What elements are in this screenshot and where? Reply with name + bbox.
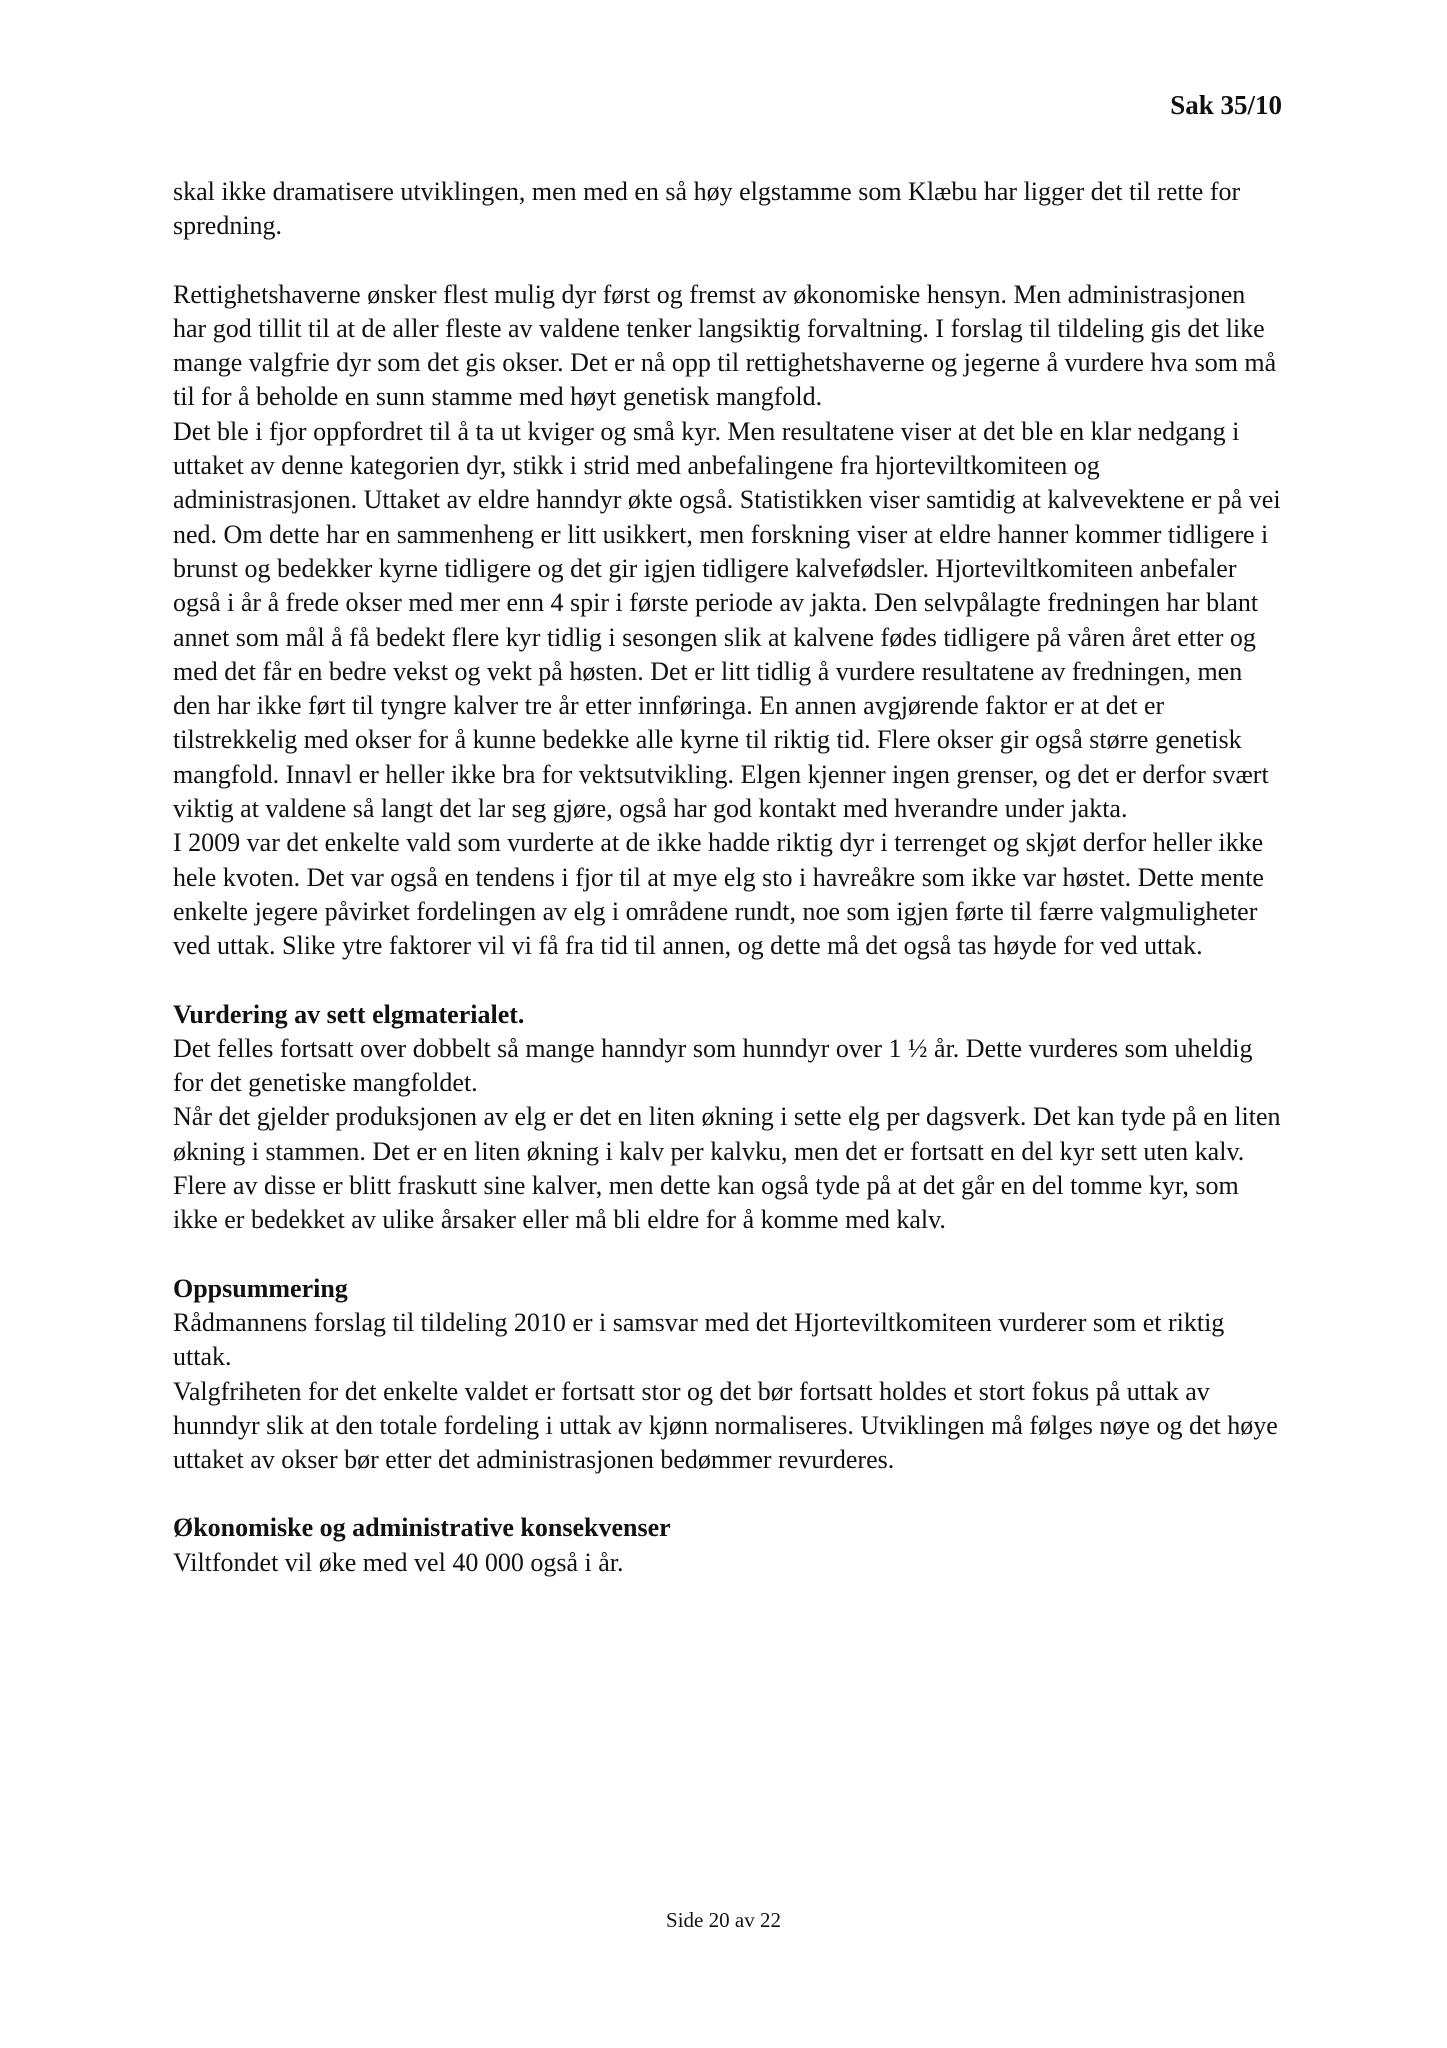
paragraph: Det felles fortsatt over dobbelt så mange hanndyr som hunndyr over 1 ½ år. Dette vurderes som uheldig for det genetiske mangfoldet. (173, 1033, 1253, 1098)
paragraph-spacer (173, 244, 1281, 278)
paragraph: Når det gjelder produksjonen av elg er det en liten økning i sette elg per dagsverk. Det kan tyde på en liten økning i stammen. Det er en liten økning i kalv per kalvku, men det er fortsatt en del kyr sett uten kalv. Flere av disse er blitt fraskutt sine kalver, men dette kan også tyde på at det går en del tomme kyr, som ikke er bedekket av ulike årsaker eller må bli eldre for å komme med kalv. (173, 1102, 1281, 1235)
paragraph: I 2009 var det enkelte vald som vurderte at de ikke hadde riktig dyr i terrenget og skjøt derfor heller ikke hele kvoten. Det var også en tendens i fjor til at mye elg sto i havreåkre som ikke var høstet. Dette mente enkelte jegere påvirket fordelingen av elg i områdene rundt, noe som igjen førte til færre valgmuligheter ved uttak. Slike ytre faktorer vil vi få fra tid til annen, og dette må det også tas høyde for ved uttak. (173, 828, 1264, 961)
paragraph-spacer (173, 964, 1281, 998)
paragraph: Rettighetshaverne ønsker flest mulig dyr først og fremst av økonomiske hensyn. Men administrasjonen har god tillit til at de aller fleste av valdene tenker langsiktig forvaltning. I forslag til tildeling gis det like mange valgfrie dyr som det gis okser. Det er nå opp til rettighetshaverne og jegerne å vurdere hva som må til for å beholde en sunn stamme med høyt genetisk mangfold. (173, 279, 1277, 412)
case-number: Sak 35/10 (1170, 90, 1282, 120)
paragraph-spacer (173, 1238, 1281, 1272)
paragraph: Viltfondet vil øke med vel 40 000 også i år. (173, 1547, 624, 1577)
section-heading-vurdering: Vurdering av sett elgmaterialet. (173, 999, 525, 1029)
section-heading-okonomi: Økonomiske og administrative konsekvenser (173, 1513, 671, 1543)
paragraph-spacer (173, 1477, 1281, 1511)
paragraph: Rådmannens forslag til tildeling 2010 er i samsvar med det Hjorteviltkomiteen vurderer som et riktig uttak. (173, 1307, 1225, 1372)
page-number: Side 20 av 22 (666, 1908, 781, 1932)
section-heading-oppsummering: Oppsummering (173, 1273, 348, 1303)
paragraph: Valgfriheten for det enkelte valdet er fortsatt stor og det bør fortsatt holdes et stort fokus på uttak av hunndyr slik at den totale fordeling i uttak av kjønn normaliseres. Utviklingen må følges nøye og det høye uttaket av okser bør etter det administrasjonen bedømmer revurderes. (173, 1376, 1278, 1475)
paragraph: Det ble i fjor oppfordret til å ta ut kviger og små kyr. Men resultatene viser at det ble en klar nedgang i uttaket av denne kategorien dyr, stikk i strid med anbefalingene fra hjorteviltkomiteen og administrasjonen. Uttaket av eldre hanndyr økte også. Statistikken viser samtidig at kalvevektene er på vei ned. Om dette har en sammenheng er litt usikkert, men forskning viser at eldre hanner kommer tidligere i brunst og bedekker kyrne tidligere og det gir igjen tidligere kalvefødsler. Hjorteviltkomiteen anbefaler også i år å frede okser med mer enn 4 spir i første periode av jakta. Den selvpålagte fredningen har blant annet som mål å få bedekt flere kyr tidlig i sesongen slik at kalvene fødes tidligere på våren året etter og med det får en bedre vekst og vekt på høsten. Det er litt tidlig å vurdere resultatene av fredningen, men den har ikke ført til tyngre kalver tre år etter innføringa. En annen avgjørende faktor er at det er tilstrekkelig med okser for å kunne bedekke alle kyrne til riktig tid. Flere okser gir også større genetisk mangfold. Innavl er heller ikke bra for vektsutvikling. Elgen kjenner ingen grenser, og det er derfor svært viktig at valdene så langt det lar seg gjøre, også har god kontakt med hverandre under jakta. (173, 416, 1281, 824)
document-body (173, 175, 1281, 1580)
paragraph: skal ikke dramatisere utviklingen, men med en så høy elgstamme som Klæbu har ligger det til rette for spredning. (173, 177, 1241, 241)
